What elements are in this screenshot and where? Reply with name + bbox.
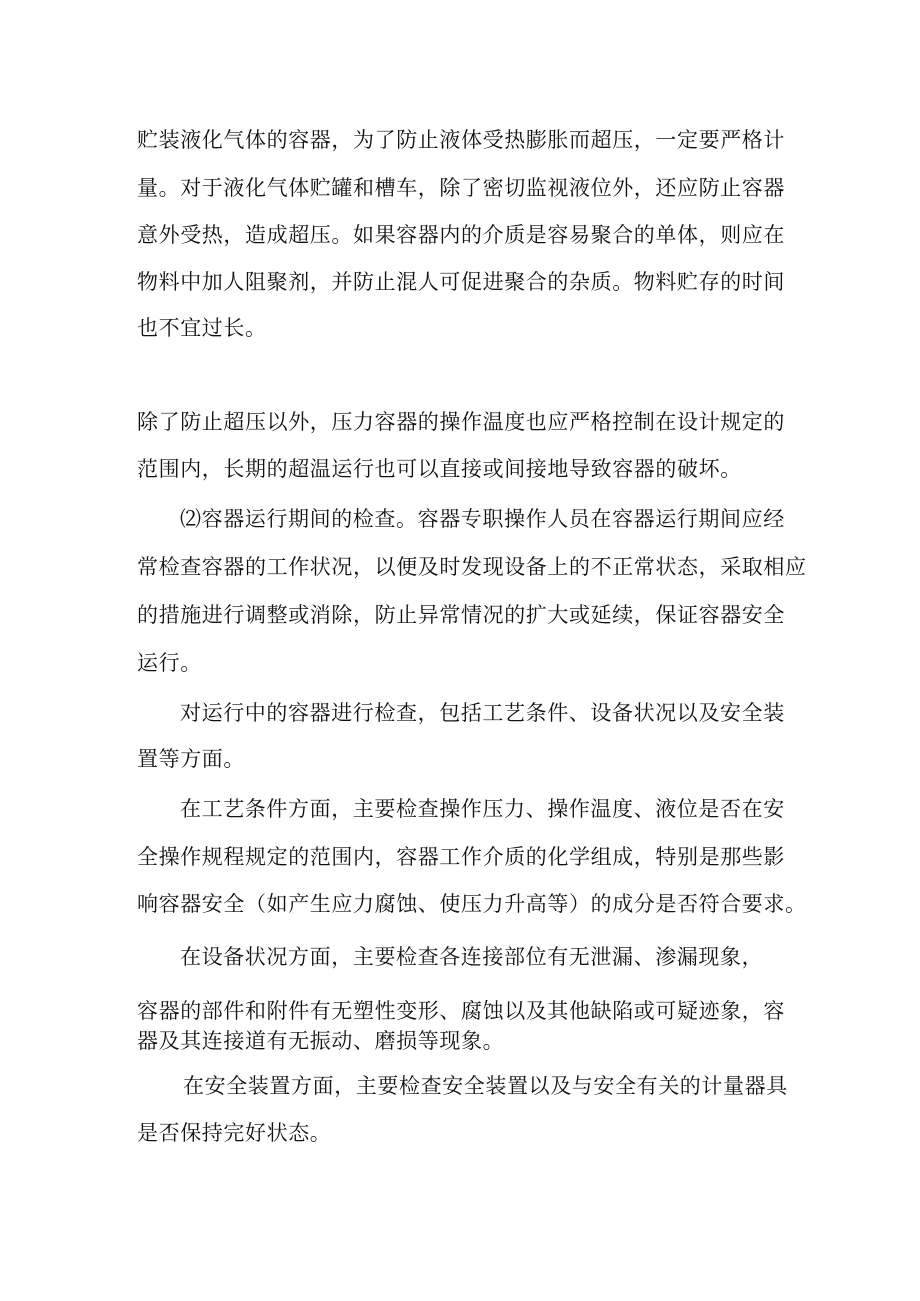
text-line: 意外受热，造成超压。如果容器内的介质是容易聚合的单体，则应在 — [137, 223, 785, 247]
text-line: 常检查容器的工作状况，以便及时发现设备上的不正常状态，采取相应 — [137, 555, 807, 579]
text-line: 在设备状况方面，主要检查各连接部位有无泄漏、渗漏现象， — [180, 945, 764, 969]
text-line: 在工艺条件方面，主要检查操作压力、操作温度、液位是否在安 — [180, 797, 785, 821]
text-line: 是否保持完好状态。 — [137, 1121, 332, 1145]
text-line: 除了防止超压以外，压力容器的操作温度也应严格控制在设计规定的 — [137, 410, 785, 434]
text-line: 器及其连接道有无振动、磨损等现象。 — [137, 1029, 505, 1053]
text-line: ⑵容器运行期间的检查。容器专职操作人员在容器运行期间应经 — [180, 507, 785, 531]
text-line: 范围内，长期的超温运行也可以直接或间接地导致容器的破坏。 — [137, 457, 742, 481]
text-line: 也不宜过长。 — [137, 316, 267, 340]
text-line: 运行。 — [137, 651, 202, 675]
text-line: 对运行中的容器进行检查，包括工艺条件、设备状况以及安全装 — [180, 701, 785, 725]
text-line: 置等方面。 — [137, 747, 245, 771]
text-line: 全操作规程规定的范围内，容器工作介质的化学组成，特别是那些影 — [137, 845, 785, 869]
text-line: 量。对于液化气体贮罐和槽车，除了密切监视液位外，还应防止容器 — [137, 176, 785, 200]
text-line: 容器的部件和附件有无塑性变形、腐蚀以及其他缺陷或可疑迹象，容 — [137, 999, 785, 1023]
text-line: 贮装液化气体的容器，为了防止液体受热膨胀而超压，一定要严格计 — [137, 128, 785, 152]
text-line: 响容器安全（如产生应力腐蚀、使压力升高等）的成分是否符合要求。 — [137, 892, 807, 916]
text-line: 在安全装置方面，主要检查安全装置以及与安全有关的计量器具 — [183, 1074, 788, 1098]
text-line: 的措施进行调整或消除，防止异常情况的扩大或延续，保证容器安全 — [137, 603, 785, 627]
text-line: 物料中加人阻聚剂，并防止混人可促进聚合的杂质。物料贮存的时间 — [137, 270, 785, 294]
